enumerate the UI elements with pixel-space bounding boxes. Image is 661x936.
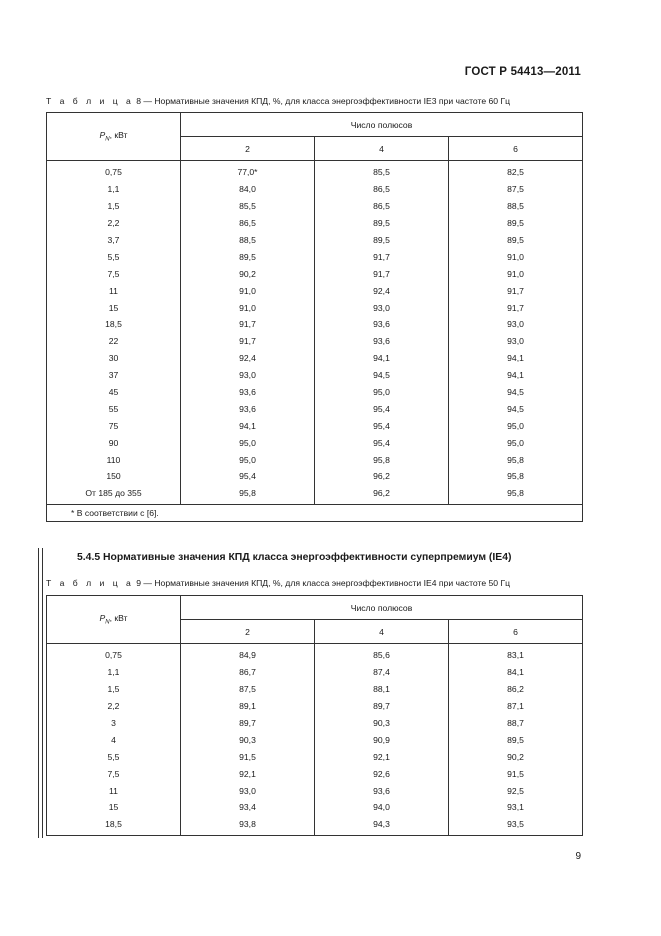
power-cell: 1,5 xyxy=(47,198,181,215)
table8-row xyxy=(47,181,583,198)
efficiency-6-pole-cell: 88,7 xyxy=(449,715,583,732)
power-cell: 30 xyxy=(47,350,181,367)
power-cell: 45 xyxy=(47,384,181,401)
efficiency-6-pole-cell: 94,5 xyxy=(449,400,583,417)
efficiency-6-pole-cell: 94,1 xyxy=(449,350,583,367)
table8-row xyxy=(47,316,583,333)
table9-row xyxy=(47,816,583,835)
efficiency-2-pole-cell: 93,6 xyxy=(181,400,315,417)
efficiency-6-pole-cell: 91,7 xyxy=(449,282,583,299)
efficiency-6-pole-cell: 93,5 xyxy=(449,816,583,835)
table9-pole-2-header: 2 xyxy=(181,620,315,644)
efficiency-2-pole-cell: 91,0 xyxy=(181,282,315,299)
efficiency-4-pole-cell: 89,7 xyxy=(315,698,449,715)
efficiency-2-pole-cell: 91,7 xyxy=(181,316,315,333)
efficiency-2-pole-cell: 93,0 xyxy=(181,782,315,799)
power-cell: 2,2 xyxy=(47,215,181,232)
table9-power-column-header xyxy=(47,596,181,644)
efficiency-6-pole-cell: 89,5 xyxy=(449,731,583,748)
table8-row xyxy=(47,350,583,367)
table9-caption-text: 9 — Нормативные значения КПД, %, для класса энергоэффективности IE4 при частоте 50 Гц xyxy=(136,578,511,588)
efficiency-2-pole-cell: 91,0 xyxy=(181,299,315,316)
power-cell: 11 xyxy=(47,282,181,299)
efficiency-4-pole-cell: 89,5 xyxy=(315,232,449,249)
efficiency-6-pole-cell: 95,8 xyxy=(449,485,583,504)
table8-power-column-header xyxy=(47,113,181,161)
power-cell: 18,5 xyxy=(47,316,181,333)
power-cell: 90 xyxy=(47,434,181,451)
efficiency-6-pole-cell: 95,0 xyxy=(449,417,583,434)
table8-row xyxy=(47,417,583,434)
section-number: 5.4.5 xyxy=(77,552,101,563)
efficiency-2-pole-cell: 91,7 xyxy=(181,333,315,350)
power-cell: 18,5 xyxy=(47,816,181,835)
efficiency-4-pole-cell: 92,6 xyxy=(315,765,449,782)
efficiency-6-pole-cell: 93,0 xyxy=(449,333,583,350)
power-cell: От 185 до 355 xyxy=(47,485,181,504)
power-cell: 15 xyxy=(47,799,181,816)
power-symbol: P xyxy=(99,130,106,141)
efficiency-6-pole-cell: 93,0 xyxy=(449,316,583,333)
table9-row xyxy=(47,681,583,698)
efficiency-4-pole-cell: 96,2 xyxy=(315,485,449,504)
efficiency-4-pole-cell: 91,7 xyxy=(315,265,449,282)
revision-bar-left xyxy=(38,548,39,838)
power-subscript: N xyxy=(105,136,110,143)
page-number: 9 xyxy=(575,851,581,862)
efficiency-2-pole-cell: 77,0* xyxy=(181,161,315,181)
table9-row xyxy=(47,782,583,799)
table8-poles-header: Число полюсов xyxy=(181,113,583,137)
efficiency-6-pole-cell: 89,5 xyxy=(449,215,583,232)
efficiency-2-pole-cell: 87,5 xyxy=(181,681,315,698)
power-cell: 37 xyxy=(47,367,181,384)
table8-footnote: * В соответствии с [6]. xyxy=(47,504,583,521)
table8-row xyxy=(47,161,583,181)
power-cell: 75 xyxy=(47,417,181,434)
power-cell: 1,5 xyxy=(47,681,181,698)
efficiency-4-pole-cell: 89,5 xyxy=(315,215,449,232)
table8-row xyxy=(47,299,583,316)
efficiency-4-pole-cell: 87,4 xyxy=(315,664,449,681)
table9-row xyxy=(47,698,583,715)
efficiency-4-pole-cell: 94,5 xyxy=(315,367,449,384)
efficiency-4-pole-cell: 90,3 xyxy=(315,715,449,732)
document-id: ГОСТ Р 54413—2011 xyxy=(464,66,581,78)
table8-pole-2-header: 2 xyxy=(181,137,315,161)
efficiency-6-pole-cell: 86,2 xyxy=(449,681,583,698)
power-cell: 11 xyxy=(47,782,181,799)
efficiency-6-pole-cell: 82,5 xyxy=(449,161,583,181)
power-cell: 7,5 xyxy=(47,265,181,282)
power-cell: 1,1 xyxy=(47,181,181,198)
efficiency-2-pole-cell: 95,8 xyxy=(181,485,315,504)
efficiency-6-pole-cell: 95,8 xyxy=(449,468,583,485)
power-cell: 1,1 xyxy=(47,664,181,681)
table9-row xyxy=(47,664,583,681)
efficiency-2-pole-cell: 93,6 xyxy=(181,384,315,401)
efficiency-2-pole-cell: 94,1 xyxy=(181,417,315,434)
efficiency-6-pole-cell: 95,0 xyxy=(449,434,583,451)
efficiency-4-pole-cell: 94,3 xyxy=(315,816,449,835)
efficiency-2-pole-cell: 89,5 xyxy=(181,248,315,265)
table8-row xyxy=(47,434,583,451)
table8-row xyxy=(47,333,583,350)
power-cell: 3 xyxy=(47,715,181,732)
efficiency-4-pole-cell: 94,1 xyxy=(315,350,449,367)
efficiency-2-pole-cell: 85,5 xyxy=(181,198,315,215)
power-cell: 110 xyxy=(47,451,181,468)
section-title: Нормативные значения КПД класса энергоэффективности суперпремиум (IE4) xyxy=(103,552,512,563)
table9-pole-6-header: 6 xyxy=(449,620,583,644)
efficiency-4-pole-cell: 92,4 xyxy=(315,282,449,299)
efficiency-2-pole-cell: 89,1 xyxy=(181,698,315,715)
table8-row xyxy=(47,367,583,384)
efficiency-6-pole-cell: 89,5 xyxy=(449,232,583,249)
efficiency-2-pole-cell: 89,7 xyxy=(181,715,315,732)
table9-row xyxy=(47,799,583,816)
table9-pole-4-header: 4 xyxy=(315,620,449,644)
table8-row xyxy=(47,248,583,265)
efficiency-4-pole-cell: 85,6 xyxy=(315,644,449,664)
efficiency-6-pole-cell: 87,5 xyxy=(449,181,583,198)
table9-caption-prefix: Т а б л и ц а xyxy=(46,578,134,588)
power-cell: 2,2 xyxy=(47,698,181,715)
table9-poles-header: Число полюсов xyxy=(181,596,583,620)
power-cell: 4 xyxy=(47,731,181,748)
efficiency-2-pole-cell: 91,5 xyxy=(181,748,315,765)
power-cell: 5,5 xyxy=(47,748,181,765)
efficiency-4-pole-cell: 95,4 xyxy=(315,417,449,434)
efficiency-6-pole-cell: 88,5 xyxy=(449,198,583,215)
table8-row xyxy=(47,198,583,215)
table8-row xyxy=(47,468,583,485)
efficiency-6-pole-cell: 91,5 xyxy=(449,765,583,782)
power-subscript: N xyxy=(105,619,110,626)
efficiency-2-pole-cell: 95,4 xyxy=(181,468,315,485)
efficiency-2-pole-cell: 84,9 xyxy=(181,644,315,664)
efficiency-6-pole-cell: 94,5 xyxy=(449,384,583,401)
efficiency-2-pole-cell: 90,3 xyxy=(181,731,315,748)
efficiency-6-pole-cell: 84,1 xyxy=(449,664,583,681)
efficiency-6-pole-cell: 92,5 xyxy=(449,782,583,799)
efficiency-4-pole-cell: 90,9 xyxy=(315,731,449,748)
power-cell: 7,5 xyxy=(47,765,181,782)
efficiency-4-pole-cell: 95,8 xyxy=(315,451,449,468)
efficiency-4-pole-cell: 93,0 xyxy=(315,299,449,316)
table9-row xyxy=(47,715,583,732)
efficiency-6-pole-cell: 95,8 xyxy=(449,451,583,468)
efficiency-6-pole-cell: 91,0 xyxy=(449,248,583,265)
efficiency-2-pole-cell: 93,8 xyxy=(181,816,315,835)
power-unit: , кВт xyxy=(109,130,128,141)
table9 xyxy=(46,595,583,836)
efficiency-6-pole-cell: 94,1 xyxy=(449,367,583,384)
table8-pole-4-header: 4 xyxy=(315,137,449,161)
power-cell: 5,5 xyxy=(47,248,181,265)
power-unit: , кВт xyxy=(109,613,128,624)
efficiency-4-pole-cell: 95,4 xyxy=(315,434,449,451)
efficiency-2-pole-cell: 86,7 xyxy=(181,664,315,681)
table9-row xyxy=(47,731,583,748)
efficiency-2-pole-cell: 90,2 xyxy=(181,265,315,282)
table8-caption xyxy=(46,96,510,106)
efficiency-4-pole-cell: 85,5 xyxy=(315,161,449,181)
table8 xyxy=(46,112,583,522)
efficiency-4-pole-cell: 86,5 xyxy=(315,181,449,198)
efficiency-4-pole-cell: 95,4 xyxy=(315,400,449,417)
table8-row xyxy=(47,485,583,504)
efficiency-2-pole-cell: 95,0 xyxy=(181,434,315,451)
table9-row xyxy=(47,644,583,664)
section-heading xyxy=(77,552,511,563)
efficiency-6-pole-cell: 87,1 xyxy=(449,698,583,715)
power-cell: 15 xyxy=(47,299,181,316)
table8-caption-text: 8 — Нормативные значения КПД, %, для класса энергоэффективности IE3 при частоте 60 Гц xyxy=(136,96,511,106)
efficiency-4-pole-cell: 96,2 xyxy=(315,468,449,485)
efficiency-6-pole-cell: 91,0 xyxy=(449,265,583,282)
power-cell: 0,75 xyxy=(47,644,181,664)
efficiency-2-pole-cell: 88,5 xyxy=(181,232,315,249)
efficiency-6-pole-cell: 83,1 xyxy=(449,644,583,664)
table8-row xyxy=(47,232,583,249)
efficiency-6-pole-cell: 93,1 xyxy=(449,799,583,816)
efficiency-4-pole-cell: 94,0 xyxy=(315,799,449,816)
table8-pole-6-header: 6 xyxy=(449,137,583,161)
table8-row xyxy=(47,215,583,232)
efficiency-6-pole-cell: 91,7 xyxy=(449,299,583,316)
table8-caption-prefix: Т а б л и ц а xyxy=(46,96,134,106)
efficiency-4-pole-cell: 93,6 xyxy=(315,333,449,350)
efficiency-4-pole-cell: 86,5 xyxy=(315,198,449,215)
efficiency-4-pole-cell: 92,1 xyxy=(315,748,449,765)
revision-bar-right xyxy=(42,548,43,838)
efficiency-2-pole-cell: 84,0 xyxy=(181,181,315,198)
table8-row xyxy=(47,400,583,417)
power-cell: 55 xyxy=(47,400,181,417)
table8-row xyxy=(47,384,583,401)
power-cell: 3,7 xyxy=(47,232,181,249)
power-symbol: P xyxy=(99,613,106,624)
efficiency-4-pole-cell: 95,0 xyxy=(315,384,449,401)
efficiency-2-pole-cell: 92,4 xyxy=(181,350,315,367)
table9-caption xyxy=(46,578,510,588)
efficiency-2-pole-cell: 93,0 xyxy=(181,367,315,384)
power-cell: 22 xyxy=(47,333,181,350)
efficiency-2-pole-cell: 92,1 xyxy=(181,765,315,782)
efficiency-4-pole-cell: 93,6 xyxy=(315,782,449,799)
table9-row xyxy=(47,765,583,782)
table9-row xyxy=(47,748,583,765)
power-cell: 150 xyxy=(47,468,181,485)
efficiency-2-pole-cell: 86,5 xyxy=(181,215,315,232)
efficiency-4-pole-cell: 91,7 xyxy=(315,248,449,265)
efficiency-4-pole-cell: 88,1 xyxy=(315,681,449,698)
efficiency-2-pole-cell: 95,0 xyxy=(181,451,315,468)
efficiency-4-pole-cell: 93,6 xyxy=(315,316,449,333)
table8-row xyxy=(47,265,583,282)
efficiency-2-pole-cell: 93,4 xyxy=(181,799,315,816)
power-cell: 0,75 xyxy=(47,161,181,181)
efficiency-6-pole-cell: 90,2 xyxy=(449,748,583,765)
table8-row xyxy=(47,282,583,299)
table8-row xyxy=(47,451,583,468)
